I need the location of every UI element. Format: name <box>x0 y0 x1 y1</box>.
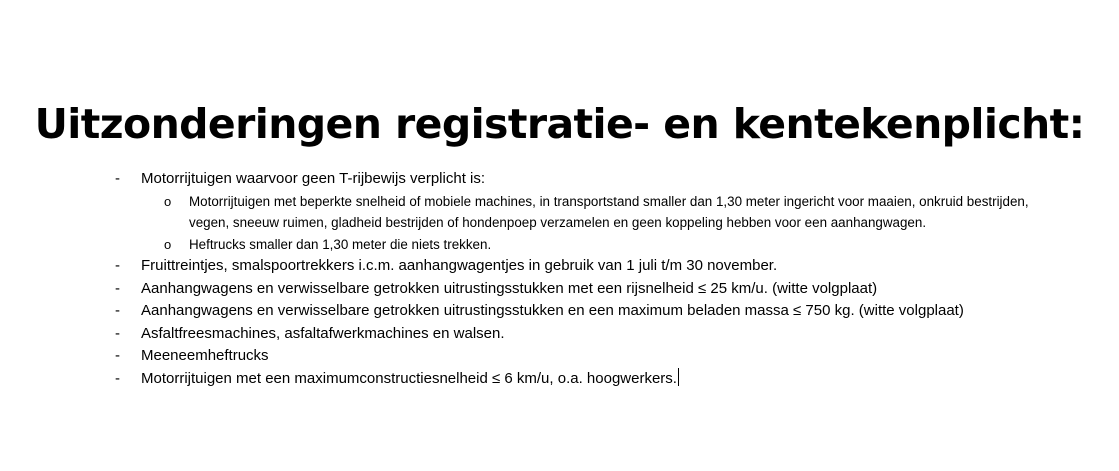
list-item-text: Motorrijtuigen waarvoor geen T-rijbewijs verplicht is: <box>141 170 486 187</box>
dash-marker: - <box>115 347 120 364</box>
list-item-text: Fruittreintjes, smalspoortrekkers i.c.m. aanhangwagentjes in gebruik van 1 juli t/m 30 november. <box>141 257 778 274</box>
list-item <box>0 323 1119 346</box>
circle-bullet-marker: o <box>164 236 172 252</box>
dash-marker: - <box>115 170 120 187</box>
text-cursor <box>678 368 679 386</box>
sub-list-item-text: Motorrijtuigen met beperkte snelheid of mobiele machines, in transportstand smaller dan 1,30 meter ingericht voor maaien, onkruid bestrijden, vegen, sneeuw ruimen, gladheid bestrijden of hondenpoep verzamelen en geen koppeling hebben voor een aanhangwagen. <box>189 193 1029 230</box>
list-item-text: Meeneemheftrucks <box>141 347 269 364</box>
list-item <box>0 168 1119 255</box>
dash-marker: - <box>115 369 120 387</box>
sub-list-item <box>0 191 1039 234</box>
circle-bullet-marker: o <box>164 193 172 209</box>
list-item <box>0 278 1119 301</box>
exception-list <box>0 168 1119 390</box>
list-item <box>0 368 1119 391</box>
sub-list <box>141 191 1119 256</box>
sub-list-item <box>0 234 1039 256</box>
dash-marker: - <box>115 302 120 319</box>
document-title: Uitzonderingen registratie- en kentekenplicht: <box>34 100 1085 148</box>
dash-marker: - <box>115 257 120 274</box>
list-item <box>0 255 1119 278</box>
list-item <box>0 345 1119 368</box>
dash-marker: - <box>115 324 120 342</box>
dash-marker: - <box>115 279 120 297</box>
list-item <box>0 300 1119 323</box>
list-item-text: Aanhangwagens en verwisselbare getrokken uitrustingsstukken en een maximum beladen massa ≤ 750 kg. (witte volgplaat) <box>141 302 964 319</box>
sub-list-item-text: Heftrucks smaller dan 1,30 meter die niets trekken. <box>189 236 492 252</box>
list-item-text: Motorrijtuigen met een maximumconstructiesnelheid ≤ 6 km/u, o.a. hoogwerkers. <box>141 369 677 387</box>
list-item-text: Aanhangwagens en verwisselbare getrokken uitrustingsstukken met een rijsnelheid ≤ 25 km/u. (witte volgplaat) <box>141 279 878 297</box>
list-item-text: Asfaltfreesmachines, asfaltafwerkmachines en walsen. <box>141 324 505 342</box>
